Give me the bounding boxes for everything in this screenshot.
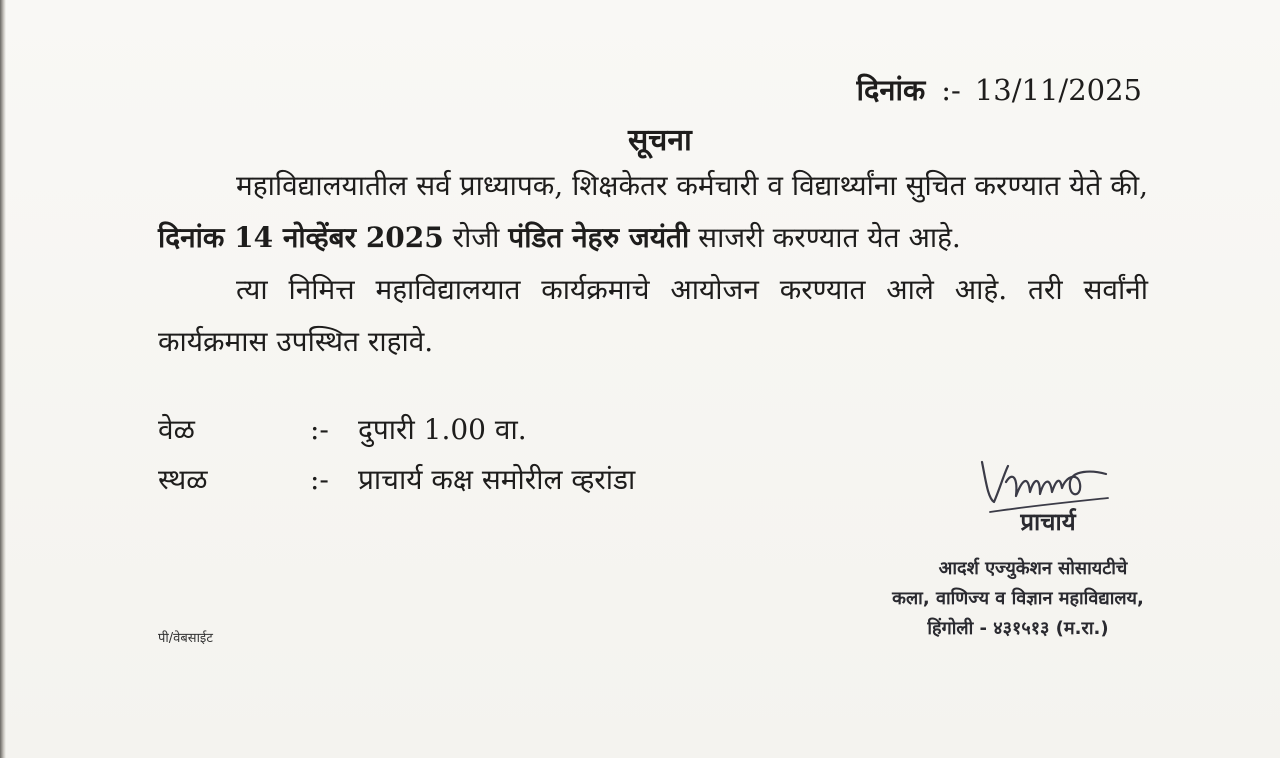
para1-text-b: रोजी: [443, 221, 509, 254]
principal-stamp: [868, 505, 1168, 644]
date-separator: :-: [941, 73, 961, 107]
event-name: पंडित नेहरु जयंती: [508, 221, 690, 254]
time-row: [158, 410, 527, 448]
place-separator: :-: [310, 463, 329, 496]
notice-body: [158, 160, 1148, 368]
date-value: 13/11/2025: [974, 73, 1142, 107]
place-label: स्थळ: [158, 463, 208, 496]
stamp-college-name: कला, वाणिज्य व विज्ञान महाविद्यालय,: [892, 588, 1144, 609]
notice-paragraph-2: [158, 264, 1148, 368]
para1-text-c: साजरी करण्यात येत आहे.: [689, 221, 961, 254]
para2-text: त्या निमित्त महाविद्यालयात कार्यक्रमाचे आयोजन करण्यात आले आहे. तरी सर्वांनी कार्यक्रमास उपस्थित राहावे.: [158, 273, 1148, 358]
date-line: [856, 70, 1142, 109]
stamp-society-name: आदर्श एज्युकेशन सोसायटीचे: [938, 558, 1128, 579]
date-label: दिनांक: [856, 73, 926, 107]
time-value: दुपारी 1.00 वा.: [358, 413, 527, 446]
notice-title: सूचना: [628, 123, 692, 158]
page-edge-shadow: [0, 0, 6, 758]
place-row: [158, 460, 635, 498]
stamp-address: हिंगोली - ४३१५१३ (म.रा.): [927, 618, 1109, 639]
para1-text-a: महाविद्यालयातील सर्व प्राध्यापक, शिक्षकेतर कर्मचारी व विद्यार्थ्यांना सुचित करण्यात येते की,: [236, 169, 1148, 202]
notice-paragraph-1: [158, 160, 1148, 264]
footer-reference: पी/वेबसाईट: [158, 631, 213, 646]
time-separator: :-: [310, 413, 329, 446]
stamp-title: प्राचार्य: [1020, 508, 1076, 536]
time-label: वेळ: [158, 413, 195, 446]
place-value: प्राचार्य कक्ष समोरील व्हरांडा: [358, 463, 636, 496]
event-date: दिनांक 14 नोव्हेंबर 2025: [158, 221, 444, 254]
